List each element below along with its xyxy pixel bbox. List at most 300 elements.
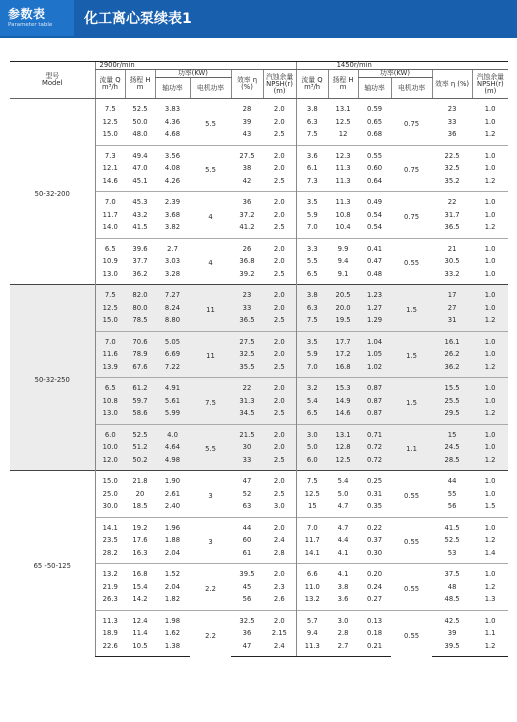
cell-shaft-power-low: 0.60 xyxy=(367,164,383,173)
cell-shaft-power: 3.56 xyxy=(155,145,190,162)
cell-shaft-power-low: 0.31 xyxy=(367,489,383,498)
cell-npsh-low: 1.0 xyxy=(472,564,508,581)
cell-shaft-power-low: 1.29 xyxy=(358,314,391,331)
cell-shaft-power: 3.83 xyxy=(155,99,190,116)
cell-efficiency-low: 29.5 xyxy=(432,407,472,424)
cell-efficiency-low: 17 xyxy=(432,285,472,302)
cell-shaft-power: 2.61 xyxy=(164,489,181,498)
motor-power-low: 1.5 xyxy=(391,378,432,425)
cell-npsh: 2.3 xyxy=(273,582,285,591)
cell-flow: 30.0 xyxy=(95,500,125,517)
cell-npsh-low: 1.0 xyxy=(472,395,508,408)
cell-flow-low: 14.1 xyxy=(296,547,328,564)
title-rule xyxy=(0,36,517,38)
cell-flow-low: 11.3 xyxy=(296,640,328,657)
cell-npsh: 2.0 xyxy=(263,192,296,209)
cell-head-low: 13.1 xyxy=(328,99,358,116)
col-motor-power-header-low: 电机功率 xyxy=(391,78,432,99)
cell-flow: 6.5 xyxy=(95,238,125,255)
cell-npsh: 2.0 xyxy=(263,471,296,488)
model-header-cn: 型号 xyxy=(45,72,60,80)
cell-efficiency-low: 52.5 xyxy=(444,536,460,545)
motor-power-low: 0.75 xyxy=(391,192,432,239)
cell-shaft-power-low: 0.22 xyxy=(358,517,391,534)
cell-head: 80.0 xyxy=(125,302,155,315)
cell-efficiency-low: 25.5 xyxy=(432,395,472,408)
cell-npsh: 2.15 xyxy=(271,629,287,638)
cell-flow: 13.2 xyxy=(95,564,125,581)
cell-efficiency: 47 xyxy=(231,471,263,488)
cell-npsh-low: 1.0 xyxy=(484,117,496,126)
cell-efficiency-low: 26.2 xyxy=(432,348,472,361)
cell-head: 70.6 xyxy=(125,331,155,348)
cell-npsh-low: 1.0 xyxy=(472,441,508,454)
cell-head: 39.6 xyxy=(125,238,155,255)
cell-head: 18.5 xyxy=(132,502,148,511)
cell-efficiency-low: 15 xyxy=(432,424,472,441)
cell-efficiency-low: 37.5 xyxy=(432,564,472,581)
cell-shaft-power: 4.26 xyxy=(164,176,181,185)
cell-flow-low: 12.5 xyxy=(296,488,328,501)
cell-shaft-power: 2.40 xyxy=(164,502,181,511)
motor-power-low: 1.5 xyxy=(391,331,432,378)
cell-shaft-power-low: 0.87 xyxy=(358,378,391,395)
cell-head: 45.3 xyxy=(125,192,155,209)
cell-head-low: 11.3 xyxy=(328,192,358,209)
cell-flow-low: 6.5 xyxy=(296,268,328,285)
cell-npsh: 2.4 xyxy=(263,640,296,657)
cell-shaft-power-low: 0.20 xyxy=(358,564,391,581)
cell-efficiency: 34.5 xyxy=(231,407,263,424)
cell-efficiency-low: 48 xyxy=(447,582,457,591)
cell-npsh-low: 1.1 xyxy=(484,629,496,638)
cell-efficiency-low: 36.2 xyxy=(432,361,472,378)
cell-shaft-power-low: 0.24 xyxy=(367,582,383,591)
cell-efficiency-low: 33.2 xyxy=(444,269,460,278)
model-name: 50-32-200 xyxy=(10,99,95,285)
cell-flow: 6.5 xyxy=(95,378,125,395)
cell-efficiency: 47 xyxy=(231,640,263,657)
cell-flow: 7.3 xyxy=(95,145,125,162)
cell-npsh: 2.6 xyxy=(273,595,285,604)
cell-flow: 18.9 xyxy=(95,627,125,640)
cell-flow-low: 7.5 xyxy=(296,314,328,331)
cell-efficiency: 44 xyxy=(231,517,263,534)
cell-head: 16.3 xyxy=(132,548,148,557)
cell-head-low: 16.8 xyxy=(328,361,358,378)
cell-head: 45.1 xyxy=(132,176,148,185)
col-efficiency-header-low: 效率 η (%) xyxy=(432,70,472,99)
cell-head-low: 12.8 xyxy=(328,441,358,454)
col-shaft-power-header-low: 轴功率 xyxy=(358,78,391,99)
cell-head: 52.5 xyxy=(125,99,155,116)
speed-header-2900: 2900r/min xyxy=(95,62,296,70)
cell-shaft-power: 2.04 xyxy=(164,548,181,557)
cell-efficiency: 36.8 xyxy=(239,257,255,266)
speed-header-1450: 1450r/min xyxy=(296,62,508,70)
cell-shaft-power: 4.08 xyxy=(164,164,181,173)
cell-efficiency: 42 xyxy=(242,176,252,185)
col-flow-header-low: 流量 Q m³/h xyxy=(296,70,328,99)
section-tag xyxy=(0,0,74,36)
cell-shaft-power: 5.99 xyxy=(155,407,190,424)
cell-efficiency-low: 32.5 xyxy=(444,164,460,173)
cell-npsh-low: 1.2 xyxy=(472,361,508,378)
cell-npsh: 2.5 xyxy=(263,407,296,424)
cell-flow-low: 6.0 xyxy=(296,454,328,471)
cell-efficiency-low: 39.5 xyxy=(432,640,472,657)
page-header xyxy=(0,0,517,36)
cell-npsh: 2.0 xyxy=(263,302,296,315)
cell-npsh: 2.0 xyxy=(263,564,296,581)
cell-shaft-power-low: 0.65 xyxy=(367,117,383,126)
cell-efficiency: 63 xyxy=(242,502,252,511)
cell-head: 82.0 xyxy=(125,285,155,302)
cell-flow-low: 9.4 xyxy=(296,627,328,640)
cell-efficiency-low: 56 xyxy=(447,502,457,511)
cell-npsh-low: 1.0 xyxy=(484,210,496,219)
cell-npsh-low: 1.0 xyxy=(472,302,508,315)
cell-flow-low: 6.3 xyxy=(296,116,328,129)
cell-flow: 15.0 xyxy=(95,128,125,145)
cell-flow: 25.0 xyxy=(95,488,125,501)
cell-flow-low: 3.5 xyxy=(296,331,328,348)
cell-flow-low: 3.8 xyxy=(296,99,328,116)
cell-shaft-power-low: 0.72 xyxy=(358,454,391,471)
cell-efficiency-low: 31 xyxy=(432,314,472,331)
cell-flow: 14.6 xyxy=(95,175,125,192)
cell-flow-low: 15 xyxy=(296,500,328,517)
cell-efficiency: 22 xyxy=(231,378,263,395)
cell-flow-low: 7.3 xyxy=(296,175,328,192)
cell-npsh: 2.0 xyxy=(263,441,296,454)
cell-head: 59.7 xyxy=(125,395,155,408)
cell-npsh: 2.5 xyxy=(273,130,285,139)
cell-npsh-low: 1.5 xyxy=(484,502,496,511)
cell-head: 17.6 xyxy=(132,536,148,545)
cell-head-low: 4.7 xyxy=(337,502,349,511)
cell-efficiency: 56 xyxy=(242,595,252,604)
cell-efficiency-low: 21 xyxy=(432,238,472,255)
cell-efficiency: 39.2 xyxy=(239,269,255,278)
cell-head-low: 14.9 xyxy=(328,395,358,408)
cell-npsh-low: 1.2 xyxy=(484,536,496,545)
cell-shaft-power-low: 0.37 xyxy=(367,536,383,545)
cell-npsh-low: 1.0 xyxy=(472,285,508,302)
pump-spec-body xyxy=(10,99,508,657)
cell-flow-low: 11.7 xyxy=(296,534,328,547)
cell-shaft-power: 7.22 xyxy=(155,361,190,378)
cell-efficiency: 26 xyxy=(231,238,263,255)
cell-efficiency: 43 xyxy=(242,130,252,139)
cell-head-low: 3.6 xyxy=(337,595,349,604)
cell-efficiency: 30 xyxy=(231,441,263,454)
motor-power-low: 0.55 xyxy=(391,471,432,518)
cell-npsh-low: 1.2 xyxy=(484,176,496,185)
cell-shaft-power: 1.52 xyxy=(155,564,190,581)
cell-shaft-power-low: 1.05 xyxy=(358,348,391,361)
cell-efficiency-low: 27 xyxy=(432,302,472,315)
cell-head-low: 12.3 xyxy=(328,145,358,162)
cell-flow-low: 3.8 xyxy=(296,285,328,302)
cell-shaft-power: 6.69 xyxy=(155,348,190,361)
cell-flow-low: 6.3 xyxy=(296,302,328,315)
cell-head: 47.0 xyxy=(132,164,148,173)
cell-head: 11.4 xyxy=(132,629,148,638)
cell-shaft-power: 4.0 xyxy=(155,424,190,441)
cell-efficiency-low: 36.5 xyxy=(444,223,460,232)
cell-shaft-power: 8.80 xyxy=(155,314,190,331)
motor-power: 3 xyxy=(190,517,231,564)
cell-head-low: 10.4 xyxy=(335,223,351,232)
cell-efficiency-low: 24.5 xyxy=(432,441,472,454)
cell-npsh-low: 1.2 xyxy=(484,582,496,591)
col-motor-power-header: 电机功率 xyxy=(190,78,231,99)
cell-flow-low: 7.5 xyxy=(296,128,328,145)
cell-npsh-low: 1.0 xyxy=(472,471,508,488)
cell-npsh: 2.0 xyxy=(273,164,285,173)
col-head-header: 扬程 H m xyxy=(125,70,155,99)
model-name: 50-32-250 xyxy=(10,285,95,471)
cell-efficiency: 33 xyxy=(231,302,263,315)
cell-flow-low: 7.5 xyxy=(296,471,328,488)
cell-shaft-power-low: 0.18 xyxy=(367,629,383,638)
cell-efficiency: 21.5 xyxy=(231,424,263,441)
cell-shaft-power: 3.28 xyxy=(164,269,181,278)
cell-npsh: 2.0 xyxy=(263,145,296,162)
cell-shaft-power: 1.88 xyxy=(164,536,181,545)
cell-head: 51.2 xyxy=(125,441,155,454)
cell-flow-low: 13.2 xyxy=(296,593,328,610)
cell-shaft-power: 4.68 xyxy=(164,130,181,139)
cell-efficiency: 36.5 xyxy=(231,314,263,331)
cell-npsh: 2.0 xyxy=(263,395,296,408)
cell-npsh: 2.5 xyxy=(273,176,285,185)
cell-efficiency-low: 33 xyxy=(447,117,457,126)
cell-npsh-low: 1.2 xyxy=(472,314,508,331)
cell-efficiency: 32.5 xyxy=(231,610,263,627)
cell-shaft-power: 5.05 xyxy=(155,331,190,348)
cell-head: 50.0 xyxy=(132,117,148,126)
cell-flow-low: 6.6 xyxy=(296,564,328,581)
cell-flow: 7.5 xyxy=(95,285,125,302)
cell-flow-low: 3.0 xyxy=(296,424,328,441)
cell-npsh-low: 1.0 xyxy=(472,145,508,162)
cell-flow-low: 3.3 xyxy=(296,238,328,255)
cell-npsh-low: 1.0 xyxy=(484,489,496,498)
cell-flow: 12.1 xyxy=(95,162,125,175)
cell-efficiency-low: 28.5 xyxy=(432,454,472,471)
cell-flow-low: 5.0 xyxy=(296,441,328,454)
cell-flow: 10.9 xyxy=(95,255,125,268)
cell-head: 49.4 xyxy=(125,145,155,162)
cell-npsh-low: 1.0 xyxy=(484,257,496,266)
cell-efficiency: 28 xyxy=(231,99,263,116)
cell-npsh: 2.8 xyxy=(273,548,285,557)
cell-npsh: 2.0 xyxy=(273,210,285,219)
cell-head-low: 17.2 xyxy=(328,348,358,361)
section-tag-cn: 参数表 xyxy=(8,7,46,21)
cell-head: 41.5 xyxy=(132,223,148,232)
cell-efficiency: 35.5 xyxy=(231,361,263,378)
cell-flow-low: 5.9 xyxy=(296,209,328,222)
title-bar xyxy=(74,0,517,36)
cell-head-low: 9.9 xyxy=(328,238,358,255)
cell-npsh-low: 1.2 xyxy=(472,407,508,424)
cell-efficiency: 33 xyxy=(231,454,263,471)
cell-shaft-power: 7.27 xyxy=(155,285,190,302)
cell-shaft-power-low: 0.35 xyxy=(367,502,383,511)
cell-head-low: 2.8 xyxy=(337,629,349,638)
cell-flow: 23.5 xyxy=(95,534,125,547)
cell-npsh-low: 1.0 xyxy=(472,424,508,441)
motor-power: 11 xyxy=(190,285,231,332)
motor-power-low: 0.75 xyxy=(391,99,432,146)
col-shaft-power-header: 轴功率 xyxy=(155,78,190,99)
cell-shaft-power-low: 0.87 xyxy=(358,407,391,424)
cell-efficiency-low: 42.5 xyxy=(432,610,472,627)
cell-shaft-power-low: 1.04 xyxy=(358,331,391,348)
cell-efficiency: 23 xyxy=(231,285,263,302)
cell-shaft-power-low: 0.87 xyxy=(358,395,391,408)
cell-head: 48.0 xyxy=(132,130,148,139)
cell-flow: 11.3 xyxy=(95,610,125,627)
cell-efficiency-low: 41.5 xyxy=(432,517,472,534)
cell-head: 67.6 xyxy=(125,361,155,378)
motor-power: 7.5 xyxy=(190,378,231,425)
cell-npsh: 2.5 xyxy=(263,314,296,331)
cell-efficiency: 37.2 xyxy=(239,210,255,219)
cell-head-low: 11.3 xyxy=(335,164,351,173)
cell-flow: 15.0 xyxy=(95,314,125,331)
motor-power: 4 xyxy=(190,238,231,285)
cell-flow-low: 7.0 xyxy=(296,517,328,534)
cell-head-low: 17.7 xyxy=(328,331,358,348)
cell-flow: 21.9 xyxy=(95,581,125,594)
cell-npsh-low: 1.0 xyxy=(484,269,496,278)
cell-npsh: 2.5 xyxy=(263,454,296,471)
cell-flow: 11.6 xyxy=(95,348,125,361)
cell-npsh-low: 1.0 xyxy=(472,192,508,209)
cell-efficiency: 60 xyxy=(242,536,252,545)
cell-shaft-power: 4.91 xyxy=(155,378,190,395)
motor-power: 5.5 xyxy=(190,99,231,146)
cell-npsh-low: 1.3 xyxy=(484,595,496,604)
cell-head-low: 4.7 xyxy=(328,517,358,534)
cell-flow-low: 3.5 xyxy=(296,192,328,209)
cell-head-low: 5.4 xyxy=(328,471,358,488)
cell-flow-low: 6.1 xyxy=(296,162,328,175)
motor-power-low: 1.1 xyxy=(391,424,432,471)
cell-efficiency-low: 53 xyxy=(447,548,457,557)
model-name: 65 -50-125 xyxy=(10,471,95,657)
motor-power: 5.5 xyxy=(190,145,231,192)
motor-power: 3 xyxy=(190,471,231,518)
cell-shaft-power-low: 0.25 xyxy=(358,471,391,488)
cell-shaft-power-low: 0.30 xyxy=(367,548,383,557)
cell-shaft-power: 2.7 xyxy=(155,238,190,255)
cell-flow-low: 5.5 xyxy=(296,255,328,268)
cell-flow: 11.7 xyxy=(95,209,125,222)
cell-efficiency-low: 22 xyxy=(432,192,472,209)
cell-flow: 6.0 xyxy=(95,424,125,441)
cell-flow: 10.8 xyxy=(95,395,125,408)
cell-shaft-power: 4.64 xyxy=(155,441,190,454)
col-npsh-header: 汽蚀余量 NPSH(r) (m) xyxy=(263,70,296,99)
cell-shaft-power: 1.82 xyxy=(164,595,181,604)
col-flow-header: 流量 Q m³/h xyxy=(95,70,125,99)
cell-npsh: 2.0 xyxy=(263,610,296,627)
cell-flow: 10.0 xyxy=(95,441,125,454)
cell-npsh: 2.0 xyxy=(263,99,296,116)
cell-npsh: 2.5 xyxy=(273,489,285,498)
cell-flow-low: 3.2 xyxy=(296,378,328,395)
cell-head: 37.7 xyxy=(132,257,148,266)
cell-npsh: 2.5 xyxy=(273,223,285,232)
cell-npsh-low: 1.0 xyxy=(472,517,508,534)
cell-flow: 26.3 xyxy=(95,593,125,610)
cell-head: 78.9 xyxy=(125,348,155,361)
col-power-header-low: 功率(KW) xyxy=(358,70,432,78)
cell-npsh: 2.0 xyxy=(263,331,296,348)
cell-efficiency: 39.5 xyxy=(231,564,263,581)
cell-head-low: 20.0 xyxy=(328,302,358,315)
cell-shaft-power-low: 0.72 xyxy=(358,441,391,454)
cell-shaft-power-low: 0.13 xyxy=(358,610,391,627)
cell-shaft-power-low: 0.55 xyxy=(358,145,391,162)
cell-npsh-low: 1.0 xyxy=(472,331,508,348)
motor-power-low: 1.5 xyxy=(391,285,432,332)
cell-npsh-low: 1.0 xyxy=(472,378,508,395)
cell-head: 10.5 xyxy=(125,640,155,657)
table-row xyxy=(10,471,508,488)
cell-shaft-power-low: 0.64 xyxy=(367,176,383,185)
cell-head: 20 xyxy=(135,489,145,498)
cell-efficiency: 36 xyxy=(231,192,263,209)
col-model-header xyxy=(10,62,95,99)
cell-shaft-power: 4.98 xyxy=(155,454,190,471)
cell-shaft-power-low: 0.59 xyxy=(358,99,391,116)
cell-head-low: 10.8 xyxy=(335,210,351,219)
cell-head-low: 13.1 xyxy=(328,424,358,441)
col-efficiency-header: 效率 η (%) xyxy=(231,70,263,99)
cell-shaft-power-low: 0.48 xyxy=(367,269,383,278)
cell-npsh-low: 1.0 xyxy=(472,99,508,116)
cell-npsh-low: 1.2 xyxy=(472,640,508,657)
cell-shaft-power: 3.03 xyxy=(164,257,181,266)
cell-shaft-power-low: 0.41 xyxy=(358,238,391,255)
cell-efficiency: 27.5 xyxy=(231,331,263,348)
cell-flow: 7.0 xyxy=(95,192,125,209)
cell-efficiency: 39 xyxy=(242,117,252,126)
cell-shaft-power: 2.39 xyxy=(155,192,190,209)
cell-head-low: 4.4 xyxy=(337,536,349,545)
cell-flow: 15.0 xyxy=(95,471,125,488)
cell-shaft-power: 8.24 xyxy=(155,302,190,315)
cell-npsh-low: 1.2 xyxy=(484,223,496,232)
cell-efficiency: 61 xyxy=(242,548,252,557)
table-row xyxy=(10,285,508,302)
cell-npsh: 2.0 xyxy=(273,257,285,266)
cell-flow: 13.0 xyxy=(95,268,125,285)
page-title: 化工离心泵续表1 xyxy=(84,11,192,27)
table-row xyxy=(10,99,508,116)
cell-npsh-low: 1.0 xyxy=(472,348,508,361)
cell-flow: 7.0 xyxy=(95,331,125,348)
cell-head-low: 12 xyxy=(338,130,348,139)
cell-shaft-power: 1.38 xyxy=(155,640,190,657)
cell-shaft-power: 3.82 xyxy=(164,223,181,232)
